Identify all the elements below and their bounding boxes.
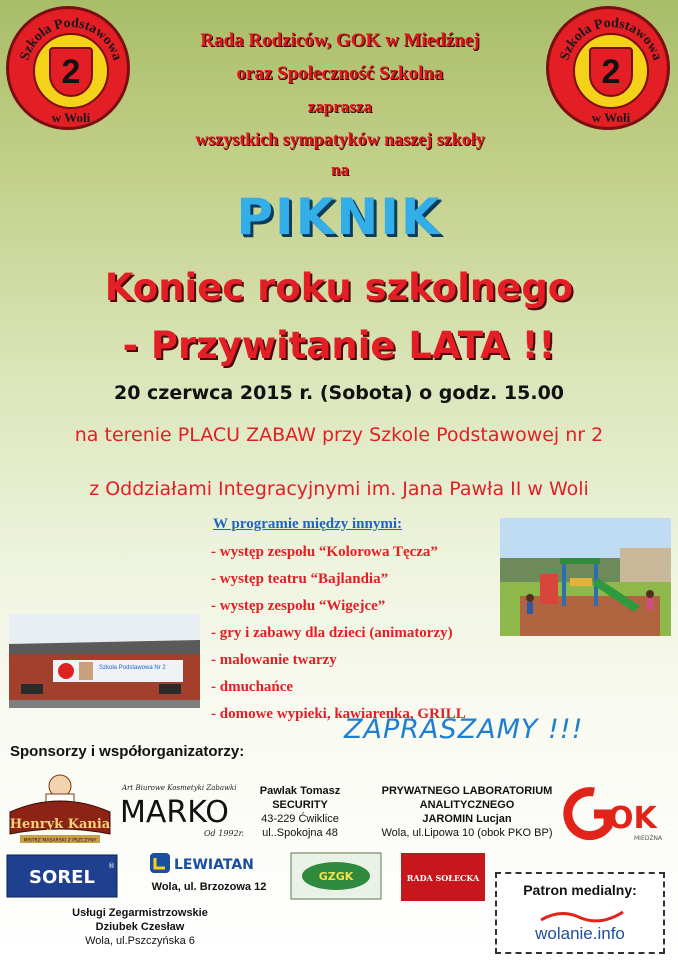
- zeg-line-2: Dziubek Czesław: [95, 921, 185, 933]
- shield-icon: [589, 47, 633, 97]
- lab-line-3: JAROMIN Lucjan: [422, 813, 512, 825]
- wave-icon: [537, 908, 627, 924]
- lewiatan-address: Wola, ul. Brzozowa 12: [151, 881, 267, 893]
- school-badge-right: [546, 6, 670, 130]
- svg-text:Szkoła Podstawowa: Szkoła Podstawowa: [557, 15, 665, 63]
- svg-text:GZGK: GZGK: [318, 870, 354, 883]
- kania-logo: [6, 772, 114, 848]
- school-photo: [9, 614, 200, 708]
- program-list: [211, 542, 466, 731]
- svg-text:Art Biurowe Kosmetyki Zabawki: Art Biurowe Kosmetyki Zabawki: [122, 784, 237, 792]
- svg-text:Szkoła Podstawowa Nr 2: Szkoła Podstawowa Nr 2: [99, 665, 166, 671]
- patron-title: Patron medialny:: [523, 882, 637, 898]
- gok-logo: [568, 784, 668, 844]
- header-line-5: na: [331, 160, 349, 179]
- program-item: - domowe wypieki, kawiarenka, GRILL: [211, 706, 466, 722]
- event-subtitle-1: Koniec roku szkolnego: [104, 266, 574, 309]
- svg-text:SOREL: SOREL: [29, 867, 95, 888]
- zegarmistrz-sponsor: [40, 906, 240, 948]
- header-line-4: wszystkich sympatyków naszej szkoły: [195, 129, 485, 149]
- badge-inner: [33, 33, 109, 109]
- marko-logo: [118, 780, 245, 842]
- badge-number: 2: [61, 53, 81, 91]
- header-line-3: zaprasza: [307, 97, 373, 116]
- header-line-2: oraz Społeczność Szkolna: [236, 63, 444, 84]
- svg-text:Szkoła Podstawowa: Szkoła Podstawowa: [17, 15, 125, 63]
- svg-text:MISTRZ MASARSKI Z PSZCZYNY: MISTRZ MASARSKI Z PSZCZYNY: [23, 838, 97, 844]
- svg-text:LEWIATAN: LEWIATAN: [174, 857, 254, 873]
- patron-logo: wolanie.info: [535, 924, 625, 943]
- patron-box: [495, 872, 665, 954]
- pawlak-sponsor: [240, 784, 360, 840]
- playground-photo: [500, 518, 671, 636]
- sponsors-title: Sponsorzy i współorganizatorzy:: [10, 743, 245, 760]
- zeg-line-3: Wola, ul.Pszczyńska 6: [85, 935, 195, 947]
- badge-inner: [573, 33, 649, 109]
- rada-solecka-logo: [400, 852, 486, 902]
- program-item: - malowanie twarzy: [211, 652, 337, 668]
- program-item: - występ teatru “Bajlandia”: [211, 571, 389, 587]
- program-item: - występ zespołu “Wigejce”: [211, 598, 386, 614]
- badge-number: 2: [601, 53, 621, 91]
- badge-place-text: w Woli: [51, 110, 91, 125]
- event-subtitle-2: - Przywitanie LATA !!: [122, 324, 556, 367]
- header-line-1: Rada Rodziców, GOK w Miedźnej: [200, 30, 480, 51]
- lab-line-4: Wola, ul.Lipowa 10 (obok PKO BP): [381, 827, 553, 839]
- pawlak-city: 43-229 Ćwiklice: [261, 813, 339, 825]
- svg-text:Od 1992r.: Od 1992r.: [204, 829, 245, 838]
- svg-text:MIEDŹNA: MIEDŹNA: [634, 835, 663, 842]
- gzgk-logo: [290, 852, 382, 900]
- event-place-1: na terenie PLACU ZABAW przy Szkole Podstawowej nr 2: [74, 424, 604, 446]
- svg-text:OK: OK: [608, 801, 657, 836]
- svg-text:RADA SOŁECKA: RADA SOŁECKA: [406, 873, 480, 883]
- lab-sponsor: [362, 784, 572, 840]
- pawlak-name: Pawlak Tomasz: [259, 785, 341, 797]
- sorel-logo: [6, 854, 118, 898]
- program-item: - występ zespołu “Kolorowa Tęcza”: [211, 544, 438, 560]
- event-date: 20 czerwca 2015 r. (Sobota) o godz. 15.00: [113, 382, 565, 404]
- svg-text:MARKO: MARKO: [120, 795, 229, 830]
- pawlak-street: ul..Spokojna 48: [262, 827, 338, 839]
- badge-place-text: w Woli: [591, 110, 631, 125]
- lab-line-2: ANALITYCZNEGO: [419, 799, 515, 811]
- program-title: W programie między innymi:: [213, 516, 403, 532]
- svg-text:Henryk Kania: Henryk Kania: [9, 817, 111, 832]
- zeg-line-1: Usługi Zegarmistrzowskie: [72, 907, 208, 919]
- school-badge-left: [6, 6, 130, 130]
- pawlak-company: SECURITY: [272, 799, 328, 811]
- shield-icon: [49, 47, 93, 97]
- program-item: - dmuchańce: [211, 679, 294, 695]
- lab-line-1: PRYWATNEGO LABORATORIUM: [381, 785, 553, 797]
- lewiatan-logo: [148, 850, 268, 876]
- svg-text:®: ®: [108, 862, 115, 870]
- zapraszamy-text: ZAPRASZAMY !!!: [344, 714, 584, 745]
- program-item: - gry i zabawy dla dzieci (animatorzy): [211, 625, 453, 641]
- event-title: PIKNIK: [236, 188, 442, 246]
- event-place-2: z Oddziałami Integracyjnymi im. Jana Pawła II w Woli: [89, 478, 589, 500]
